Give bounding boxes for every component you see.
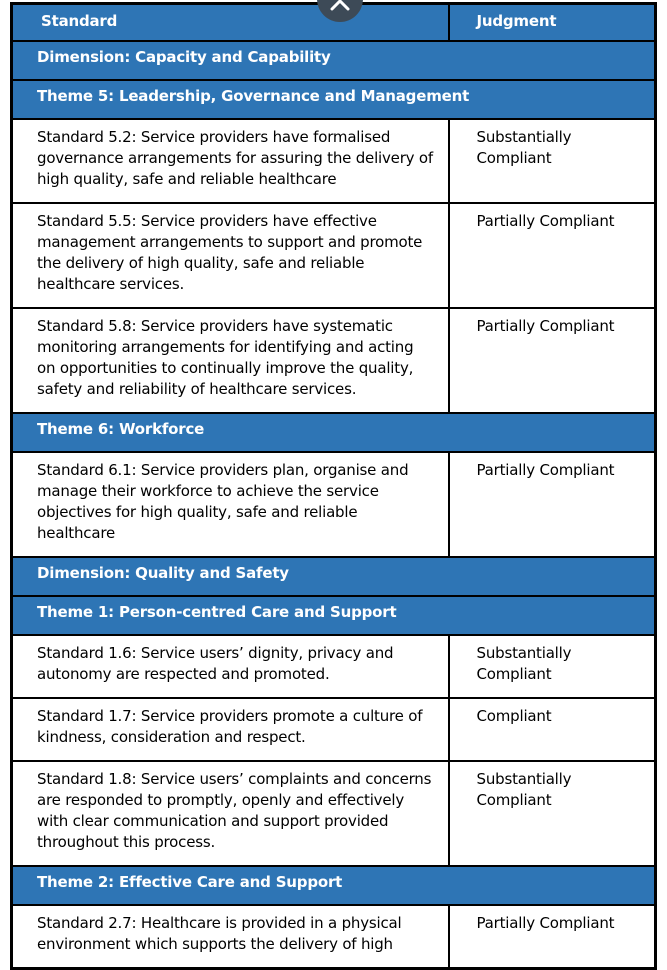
chevron-up-icon <box>330 0 350 11</box>
standard-text: Standard 1.6: Service users’ dignity, privacy and autonomy are respected and promoted. <box>12 635 449 698</box>
dimension-row-quality-safety <box>12 557 656 596</box>
section-label: Dimension: Quality and Safety <box>12 557 656 596</box>
judgment-value: Partially Compliant <box>449 308 656 413</box>
table-row-standard-1-7 <box>12 698 656 761</box>
standard-text: Standard 1.7: Service providers promote a culture of kindness, consideration and respect. <box>12 698 449 761</box>
theme-row-2-effective-care <box>12 866 656 905</box>
standard-text: Standard 2.7: Healthcare is provided in a physical environment which supports the delivery of high <box>12 905 449 969</box>
dimension-row-capacity-capability <box>12 41 656 80</box>
theme-row-5-leadership <box>12 80 656 119</box>
judgment-value: Substantially Compliant <box>449 635 656 698</box>
theme-row-6-workforce <box>12 413 656 452</box>
judgment-value: Partially Compliant <box>449 203 656 308</box>
table-row-standard-5-5 <box>12 203 656 308</box>
judgment-value: Partially Compliant <box>449 452 656 557</box>
judgment-value: Partially Compliant <box>449 905 656 969</box>
table-row-standard-6-1 <box>12 452 656 557</box>
judgment-value: Substantially Compliant <box>449 119 656 203</box>
section-label: Theme 2: Effective Care and Support <box>12 866 656 905</box>
standard-text: Standard 5.5: Service providers have effective management arrangements to support and promote the delivery of high quality, safe and reliable healthcare services. <box>12 203 449 308</box>
standard-text: Standard 1.8: Service users’ complaints and concerns are responded to promptly, openly and effectively with clear communication and support provided throughout this process. <box>12 761 449 866</box>
section-label: Dimension: Capacity and Capability <box>12 41 656 80</box>
judgment-value: Substantially Compliant <box>449 761 656 866</box>
table-row-standard-1-8 <box>12 761 656 866</box>
table-row-standard-1-6 <box>12 635 656 698</box>
standard-text: Standard 5.2: Service providers have formalised governance arrangements for assuring the delivery of high quality, safe and reliable healthcare <box>12 119 449 203</box>
section-label: Theme 6: Workforce <box>12 413 656 452</box>
standard-text: Standard 6.1: Service providers plan, organise and manage their workforce to achieve the service objectives for high quality, safe and reliable healthcare <box>12 452 449 557</box>
judgment-value: Compliant <box>449 698 656 761</box>
table-row-standard-2-7 <box>12 905 656 969</box>
section-label: Theme 1: Person-centred Care and Support <box>12 596 656 635</box>
table-row-standard-5-2 <box>12 119 656 203</box>
theme-row-1-person-centred <box>12 596 656 635</box>
standards-judgment-table <box>10 2 657 970</box>
table-row-standard-5-8 <box>12 308 656 413</box>
column-header-judgment: Judgment <box>449 4 656 41</box>
column-header-standard: Standard <box>12 4 449 41</box>
standard-text: Standard 5.8: Service providers have systematic monitoring arrangements for identifying and acting on opportunities to continually improve the quality, safety and reliability of healthcare services. <box>12 308 449 413</box>
section-label: Theme 5: Leadership, Governance and Management <box>12 80 656 119</box>
